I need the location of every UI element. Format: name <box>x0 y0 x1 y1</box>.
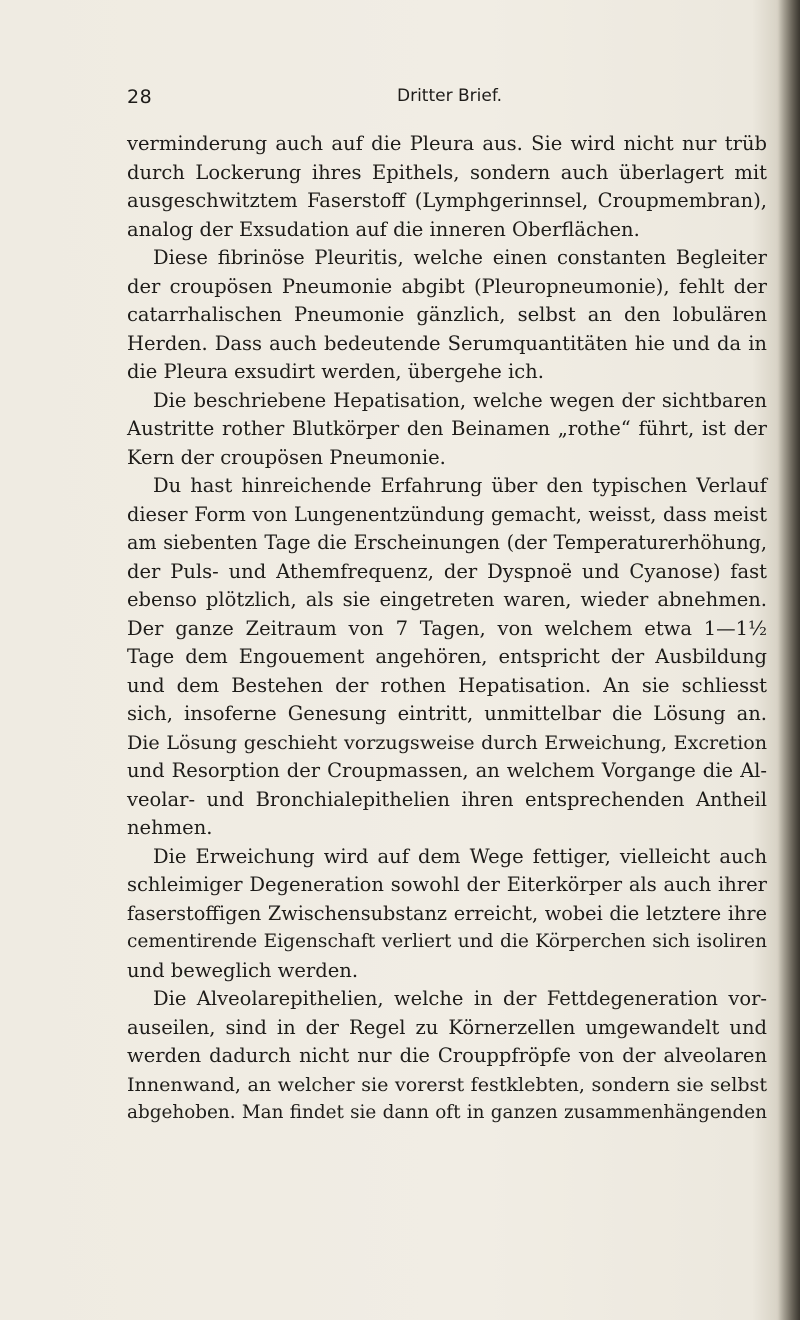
text-line: verminderung auch auf die Pleura aus. Sie wird nicht nur trüb <box>127 132 767 155</box>
text-line: sich, insoferne Genesung eintritt, unmittelbar die Lösung an. <box>127 702 767 725</box>
text-line: veolar- und Bronchialepithelien ihren entsprechenden Antheil <box>127 787 767 811</box>
text-line: dieser Form von Lungenentzündung gemacht, weisst, dass meist <box>127 502 767 526</box>
text-line: Der ganze Zeitraum von 7 Tagen, von welchem etwa 1—1½ <box>127 616 767 640</box>
text-line: die Pleura exsudirt werden, übergehe ich. <box>127 360 544 383</box>
text-line: Die beschriebene Hepatisation, welche wegen der sichtbaren <box>153 388 767 412</box>
text-line: Du hast hinreichende Erfahrung über den typischen Verlauf <box>153 474 767 497</box>
text-line: Die Lösung geschieht vorzugsweise durch Erweichung, Excretion <box>127 731 767 754</box>
paragraph <box>127 130 767 244</box>
paragraph <box>127 472 767 501</box>
text-line: Kern der croupösen Pneumonie. <box>127 445 446 469</box>
text-line: Tage dem Engouement angehören, entspricht der Ausbildung <box>127 645 767 668</box>
body-text <box>127 130 767 1128</box>
paragraph-continuation <box>127 1014 767 1128</box>
text-line: Diese fibrinöse Pleuritis, welche einen constanten Begleiter <box>153 246 767 269</box>
text-line: und dem Bestehen der rothen Hepatisation. An sie schliesst <box>127 673 767 697</box>
text-line: auseilen, sind in der Regel zu Körnerzellen umgewandelt und <box>127 1015 767 1039</box>
text-line: durch Lockerung ihres Epithels, sondern auch überlagert mit <box>127 160 767 184</box>
text-line: Herden. Dass auch bedeutende Serumquantitäten hie und da in <box>127 331 767 355</box>
paragraph <box>127 387 767 416</box>
paragraph-continuation <box>127 415 767 472</box>
text-line: cementirende Eigenschaft verliert und die Körperchen sich isoliren <box>127 931 767 952</box>
paragraph <box>127 985 767 1014</box>
paragraph-continuation <box>127 871 767 985</box>
paragraph <box>127 244 767 273</box>
page-header <box>127 86 767 116</box>
text-line: analog der Exsudation auf die inneren Oberflächen. <box>127 217 640 241</box>
text-line: ausgeschwitztem Faserstoff (Lymphgerinnsel, Croupmembran), <box>127 189 767 212</box>
paragraph <box>127 843 767 872</box>
text-line: Austritte rother Blutkörper den Beinamen „rothe“ führt, ist der <box>127 417 767 440</box>
text-line: der croupösen Pneumonie abgibt (Pleuropneumonie), fehlt der <box>127 274 767 298</box>
text-line: Die Alveolarepithelien, welche in der Fettdegeneration vor- <box>153 987 767 1010</box>
text-line: Die Erweichung wird auf dem Wege fettiger, vielleicht auch <box>153 844 767 868</box>
text-line: abgehoben. Man findet sie dann oft in ganzen zusammenhängenden <box>127 1102 767 1123</box>
text-line: werden dadurch nicht nur die Crouppfröpfe von der alveolaren <box>127 1044 767 1067</box>
paragraph-continuation <box>127 501 767 843</box>
text-line: und beweglich werden. <box>127 958 359 982</box>
text-line: catarrhalischen Pneumonie gänzlich, selbst an den lobulären <box>127 303 767 326</box>
text-line: nehmen. <box>127 816 213 839</box>
text-line: ebenso plötzlich, als sie eingetreten waren, wieder abnehmen. <box>127 588 767 611</box>
text-line: am siebenten Tage die Erscheinungen (der Temperaturerhöhung, <box>127 531 767 554</box>
page-edge-shadow <box>778 0 800 1320</box>
text-line: der Puls- und Athemfrequenz, der Dyspnoë und Cyanose) fast <box>127 559 767 583</box>
text-line: Innenwand, an welcher sie vorerst festklebten, sondern sie selbst <box>127 1073 767 1096</box>
running-head: Dritter Brief. <box>397 86 502 106</box>
paragraph-continuation <box>127 273 767 387</box>
page-number: 28 <box>127 86 153 108</box>
text-line: faserstoffigen Zwischensubstanz erreicht, wobei die letztere ihre <box>127 901 767 925</box>
text-line: schleimiger Degeneration sowohl der Eiterkörper als auch ihrer <box>127 873 767 896</box>
text-line: und Resorption der Croupmassen, an welchem Vorgange die Al- <box>127 759 767 782</box>
